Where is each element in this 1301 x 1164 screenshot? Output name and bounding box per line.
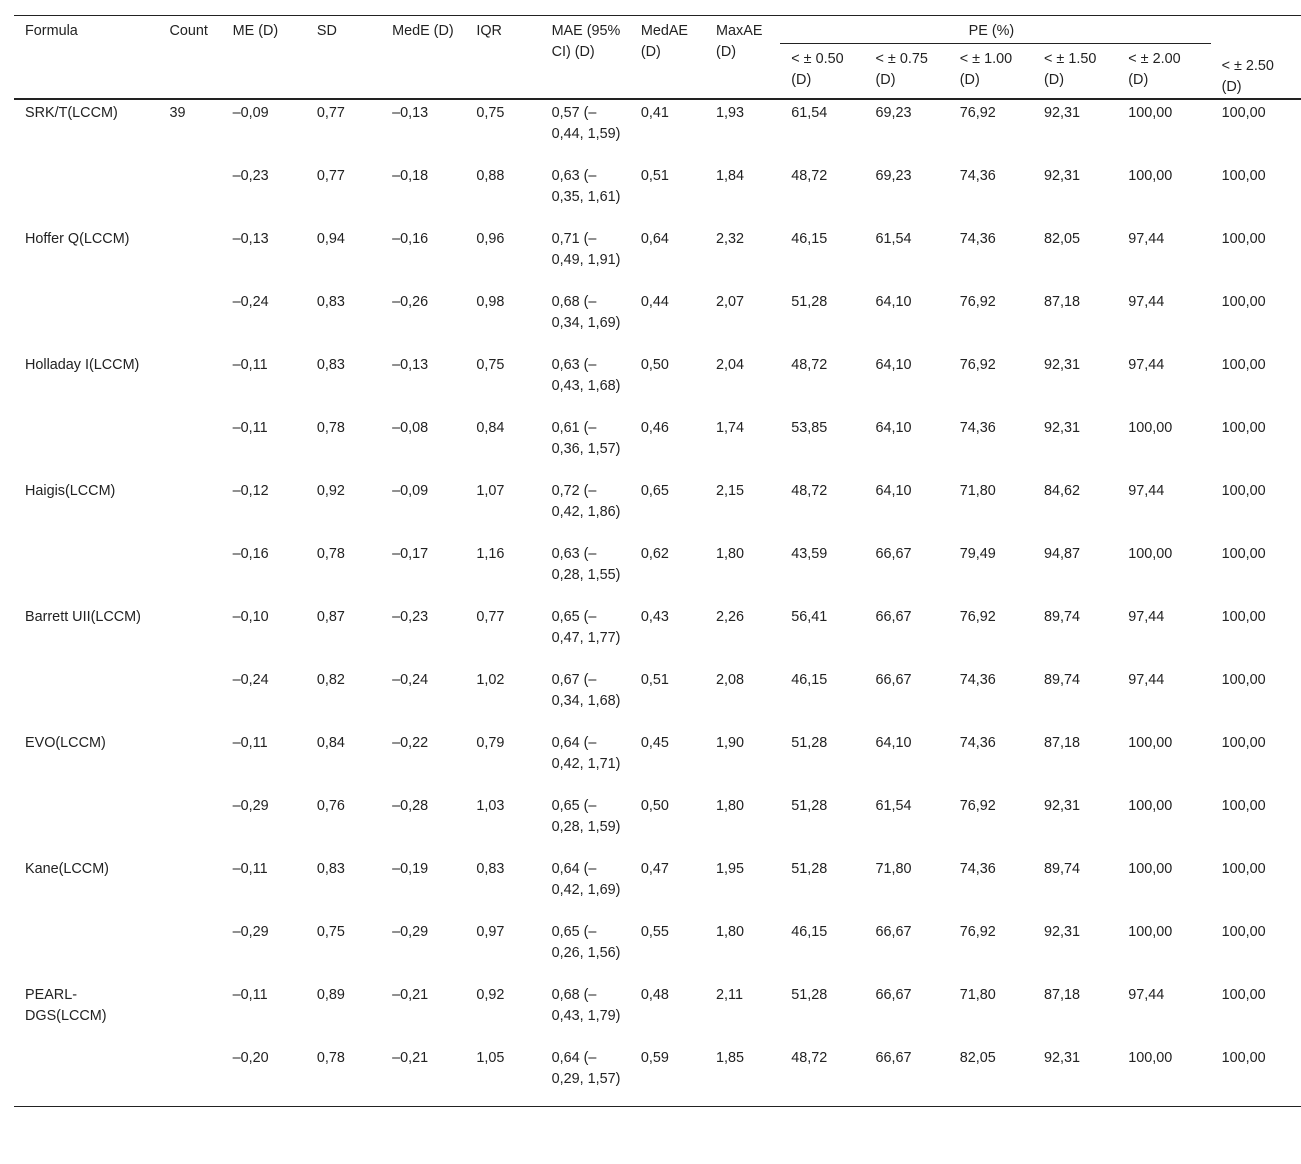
cell-medae: 0,59 bbox=[630, 1045, 705, 1107]
cell-pe-1: 66,67 bbox=[875, 672, 912, 688]
cell-pe-3: 87,18 bbox=[1044, 987, 1081, 1003]
cell-formula bbox=[14, 919, 158, 982]
cell-iqr: 0,83 bbox=[476, 861, 505, 877]
header-pe-group: PE (%) bbox=[780, 16, 1210, 44]
header-count: Count bbox=[158, 16, 221, 100]
table-row bbox=[14, 856, 1301, 919]
cell-pe-3: 89,74 bbox=[1044, 609, 1081, 625]
cell-iqr: 0,98 bbox=[476, 294, 505, 310]
cell-maxae: 2,32 bbox=[716, 231, 745, 247]
cell-pe-0: 48,72 bbox=[791, 168, 828, 184]
cell-maxae: 2,26 bbox=[716, 609, 745, 625]
table-row bbox=[14, 730, 1301, 793]
table-row bbox=[14, 163, 1301, 226]
cell-pe-5: 100,00 bbox=[1221, 735, 1266, 751]
cell-mede: –0,24 bbox=[392, 672, 429, 688]
cell-me: –0,24 bbox=[232, 294, 269, 310]
cell-sd: 0,78 bbox=[306, 1045, 381, 1107]
cell-maxae: 2,08 bbox=[716, 672, 745, 688]
cell-sd: 0,92 bbox=[316, 483, 345, 499]
cell-pe-1: 64,10 bbox=[875, 357, 912, 373]
cell-pe-3: 92,31 bbox=[1044, 420, 1081, 436]
cell-mae: 0,65 (–0,47, 1,77) bbox=[551, 609, 621, 646]
cell-me: –0,29 bbox=[232, 798, 269, 814]
cell-count bbox=[158, 919, 221, 982]
cell-formula bbox=[14, 163, 158, 226]
cell-pe-1: 69,23 bbox=[875, 168, 912, 184]
cell-pe-5: 100,00 bbox=[1221, 546, 1266, 562]
cell-pe-3: 87,18 bbox=[1044, 735, 1081, 751]
cell-mae: 0,64 (–0,29, 1,57) bbox=[541, 1045, 630, 1107]
header-pe-0-50: < ± 0.50 (D) bbox=[780, 43, 864, 99]
cell-pe-3: 89,74 bbox=[1044, 672, 1081, 688]
cell-sd: 0,84 bbox=[316, 735, 345, 751]
header-row-top bbox=[14, 16, 1301, 44]
table-row bbox=[14, 478, 1301, 541]
header-pe-2-00: < ± 2.00 (D) bbox=[1117, 43, 1210, 99]
cell-formula bbox=[14, 541, 158, 604]
cell-mede: –0,13 bbox=[392, 105, 429, 121]
cell-pe-0: 46,15 bbox=[791, 231, 828, 247]
cell-me: –0,11 bbox=[232, 861, 268, 877]
cell-pe-0: 53,85 bbox=[791, 420, 828, 436]
cell-mae: 0,65 (–0,28, 1,59) bbox=[551, 798, 621, 835]
cell-pe-4: 97,44 bbox=[1128, 294, 1165, 310]
table-row bbox=[14, 793, 1301, 856]
cell-medae: 0,44 bbox=[640, 294, 669, 310]
header-mede: MedE (D) bbox=[381, 16, 465, 100]
cell-me: –0,23 bbox=[232, 168, 269, 184]
cell-pe-3: 92,31 bbox=[1044, 924, 1081, 940]
cell-medae: 0,55 bbox=[640, 924, 669, 940]
header-pe-2-50: < ± 2.50 (D) bbox=[1211, 16, 1301, 100]
cell-formula bbox=[14, 289, 158, 352]
cell-mede: –0,13 bbox=[392, 357, 429, 373]
cell-iqr: 1,05 bbox=[465, 1045, 540, 1107]
cell-sd: 0,77 bbox=[316, 105, 345, 121]
table-row bbox=[14, 982, 1301, 1045]
cell-iqr: 0,75 bbox=[476, 357, 505, 373]
cell-mede: –0,21 bbox=[392, 987, 429, 1003]
cell-pe-4: 100,00 bbox=[1128, 735, 1173, 751]
cell-formula: EVO(LCCM) bbox=[25, 735, 106, 751]
cell-mede: –0,08 bbox=[392, 420, 429, 436]
cell-me: –0,11 bbox=[232, 357, 268, 373]
cell-count bbox=[158, 730, 221, 793]
cell-maxae: 2,04 bbox=[716, 357, 745, 373]
cell-pe-4: 97,44 bbox=[1128, 987, 1165, 1003]
cell-sd: 0,76 bbox=[316, 798, 345, 814]
cell-pe-3: 89,74 bbox=[1044, 861, 1081, 877]
cell-pe-0: 46,15 bbox=[791, 924, 828, 940]
cell-pe-3: 92,31 bbox=[1044, 798, 1081, 814]
cell-medae: 0,47 bbox=[640, 861, 669, 877]
header-iqr: IQR bbox=[465, 16, 540, 100]
cell-pe-2: 82,05 bbox=[949, 1045, 1033, 1107]
cell-count bbox=[158, 982, 221, 1045]
cell-iqr: 1,16 bbox=[476, 546, 505, 562]
cell-mede: –0,18 bbox=[392, 168, 429, 184]
cell-pe-2: 76,92 bbox=[959, 357, 996, 373]
cell-formula: Haigis(LCCM) bbox=[25, 483, 116, 499]
cell-pe-5: 100,00 bbox=[1221, 861, 1266, 877]
cell-pe-1: 66,67 bbox=[875, 546, 912, 562]
cell-count bbox=[158, 415, 221, 478]
cell-pe-2: 74,36 bbox=[959, 735, 996, 751]
cell-pe-2: 71,80 bbox=[959, 483, 996, 499]
cell-pe-4: 100,00 bbox=[1128, 105, 1173, 121]
cell-pe-2: 71,80 bbox=[959, 987, 996, 1003]
cell-iqr: 0,79 bbox=[476, 735, 505, 751]
table-row bbox=[14, 289, 1301, 352]
cell-mae: 0,63 (–0,28, 1,55) bbox=[551, 546, 621, 583]
cell-mae: 0,57 (–0,44, 1,59) bbox=[551, 105, 621, 142]
cell-count bbox=[158, 1045, 221, 1107]
cell-formula bbox=[14, 1045, 158, 1107]
cell-pe-0: 56,41 bbox=[791, 609, 828, 625]
cell-sd: 0,83 bbox=[316, 357, 345, 373]
cell-maxae: 2,15 bbox=[716, 483, 745, 499]
cell-count bbox=[158, 604, 221, 667]
cell-pe-5: 100,00 bbox=[1221, 231, 1266, 247]
cell-mae: 0,64 (–0,42, 1,71) bbox=[551, 735, 621, 772]
cell-me: –0,13 bbox=[232, 231, 269, 247]
cell-iqr: 0,84 bbox=[476, 420, 505, 436]
cell-mede: –0,16 bbox=[392, 231, 429, 247]
cell-sd: 0,83 bbox=[316, 861, 345, 877]
cell-pe-1: 64,10 bbox=[875, 483, 912, 499]
cell-pe-1: 66,67 bbox=[875, 609, 912, 625]
cell-pe-1: 66,67 bbox=[875, 924, 912, 940]
cell-mae: 0,63 (–0,35, 1,61) bbox=[551, 168, 621, 205]
cell-iqr: 1,03 bbox=[476, 798, 505, 814]
cell-mede: –0,17 bbox=[392, 546, 429, 562]
cell-pe-1: 64,10 bbox=[875, 294, 912, 310]
header-pe-1-00: < ± 1.00 (D) bbox=[949, 43, 1033, 99]
cell-maxae: 2,11 bbox=[716, 987, 743, 1003]
cell-sd: 0,78 bbox=[316, 546, 345, 562]
cell-pe-1: 61,54 bbox=[875, 798, 912, 814]
table-row bbox=[14, 541, 1301, 604]
cell-me: –0,09 bbox=[232, 105, 269, 121]
cell-sd: 0,75 bbox=[316, 924, 345, 940]
cell-mede: –0,21 bbox=[381, 1045, 465, 1107]
cell-pe-0: 51,28 bbox=[791, 798, 828, 814]
cell-pe-1: 61,54 bbox=[875, 231, 912, 247]
cell-pe-3: 92,31 bbox=[1044, 105, 1081, 121]
cell-pe-4: 100,00 bbox=[1128, 420, 1173, 436]
cell-pe-5: 100,00 bbox=[1221, 483, 1266, 499]
cell-pe-0: 51,28 bbox=[791, 294, 828, 310]
cell-medae: 0,50 bbox=[640, 357, 669, 373]
cell-pe-3: 92,31 bbox=[1033, 1045, 1117, 1107]
cell-pe-2: 76,92 bbox=[959, 105, 996, 121]
header-formula: Formula bbox=[14, 16, 158, 100]
cell-maxae: 1,84 bbox=[716, 168, 745, 184]
table-body bbox=[14, 99, 1301, 1107]
cell-pe-1: 64,10 bbox=[875, 420, 912, 436]
results-table-container bbox=[14, 15, 1301, 1107]
cell-pe-3: 84,62 bbox=[1044, 483, 1081, 499]
cell-pe-0: 51,28 bbox=[791, 861, 828, 877]
cell-me: –0,16 bbox=[232, 546, 269, 562]
cell-pe-4: 97,44 bbox=[1128, 231, 1165, 247]
cell-sd: 0,78 bbox=[316, 420, 345, 436]
cell-mae: 0,65 (–0,26, 1,56) bbox=[551, 924, 621, 961]
cell-pe-5: 100,00 bbox=[1221, 609, 1266, 625]
cell-pe-5: 100,00 bbox=[1221, 168, 1266, 184]
cell-pe-2: 76,92 bbox=[959, 798, 996, 814]
cell-pe-3: 92,31 bbox=[1044, 357, 1081, 373]
cell-maxae: 1,95 bbox=[716, 861, 745, 877]
cell-count: 39 bbox=[169, 105, 186, 121]
cell-iqr: 0,75 bbox=[476, 105, 505, 121]
cell-maxae: 1,93 bbox=[716, 105, 745, 121]
cell-pe-0: 48,72 bbox=[791, 357, 828, 373]
cell-pe-4: 100,00 bbox=[1128, 924, 1173, 940]
cell-pe-2: 76,92 bbox=[959, 294, 996, 310]
header-medae: MedAE (D) bbox=[630, 16, 705, 100]
cell-mae: 0,71 (–0,49, 1,91) bbox=[551, 231, 621, 268]
cell-pe-5: 100,00 bbox=[1221, 987, 1266, 1003]
cell-mede: –0,09 bbox=[392, 483, 429, 499]
cell-formula: PEARL-DGS(LCCM) bbox=[25, 987, 107, 1024]
cell-count bbox=[158, 289, 221, 352]
cell-mede: –0,19 bbox=[392, 861, 429, 877]
cell-pe-1: 69,23 bbox=[875, 105, 912, 121]
cell-pe-4: 100,00 bbox=[1117, 1045, 1210, 1107]
header-maxae: MaxAE (D) bbox=[705, 16, 780, 100]
cell-pe-1: 71,80 bbox=[875, 861, 912, 877]
cell-mae: 0,72 (–0,42, 1,86) bbox=[551, 483, 621, 520]
cell-medae: 0,41 bbox=[640, 105, 669, 121]
cell-count bbox=[158, 793, 221, 856]
cell-me: –0,12 bbox=[232, 483, 269, 499]
cell-sd: 0,83 bbox=[316, 294, 345, 310]
cell-pe-5: 100,00 bbox=[1221, 420, 1266, 436]
table-row bbox=[14, 352, 1301, 415]
cell-mede: –0,23 bbox=[392, 609, 429, 625]
cell-count bbox=[158, 352, 221, 415]
cell-pe-2: 76,92 bbox=[959, 924, 996, 940]
cell-pe-1: 66,67 bbox=[865, 1045, 949, 1107]
cell-medae: 0,51 bbox=[640, 168, 669, 184]
cell-medae: 0,46 bbox=[640, 420, 669, 436]
cell-mede: –0,28 bbox=[392, 798, 429, 814]
cell-medae: 0,65 bbox=[640, 483, 669, 499]
cell-pe-3: 94,87 bbox=[1044, 546, 1081, 562]
header-mae: MAE (95% CI) (D) bbox=[541, 16, 630, 100]
cell-maxae: 1,74 bbox=[716, 420, 745, 436]
cell-pe-5: 100,00 bbox=[1211, 1045, 1301, 1107]
cell-pe-4: 97,44 bbox=[1128, 483, 1165, 499]
cell-pe-3: 82,05 bbox=[1044, 231, 1081, 247]
cell-iqr: 1,02 bbox=[476, 672, 505, 688]
cell-pe-2: 74,36 bbox=[959, 420, 996, 436]
cell-mae: 0,63 (–0,43, 1,68) bbox=[551, 357, 621, 394]
cell-pe-5: 100,00 bbox=[1221, 294, 1266, 310]
cell-iqr: 0,97 bbox=[476, 924, 505, 940]
cell-pe-0: 61,54 bbox=[791, 105, 828, 121]
cell-me: –0,20 bbox=[222, 1045, 306, 1107]
cell-pe-0: 51,28 bbox=[791, 987, 828, 1003]
header-me: ME (D) bbox=[222, 16, 306, 100]
cell-mae: 0,61 (–0,36, 1,57) bbox=[551, 420, 621, 457]
cell-pe-2: 74,36 bbox=[959, 672, 996, 688]
table-row bbox=[14, 919, 1301, 982]
cell-formula: SRK/T(LCCM) bbox=[25, 105, 118, 121]
cell-count bbox=[158, 226, 221, 289]
cell-pe-4: 100,00 bbox=[1128, 546, 1173, 562]
cell-pe-0: 48,72 bbox=[791, 483, 828, 499]
cell-mede: –0,26 bbox=[392, 294, 429, 310]
cell-pe-4: 97,44 bbox=[1128, 357, 1165, 373]
cell-pe-4: 100,00 bbox=[1128, 861, 1173, 877]
cell-me: –0,29 bbox=[232, 924, 269, 940]
table-row bbox=[14, 604, 1301, 667]
cell-iqr: 0,88 bbox=[476, 168, 505, 184]
cell-pe-2: 76,92 bbox=[959, 609, 996, 625]
cell-me: –0,11 bbox=[232, 420, 268, 436]
cell-maxae: 1,80 bbox=[716, 546, 745, 562]
table-row bbox=[14, 226, 1301, 289]
cell-count bbox=[158, 478, 221, 541]
cell-pe-0: 48,72 bbox=[780, 1045, 864, 1107]
cell-medae: 0,62 bbox=[640, 546, 669, 562]
cell-maxae: 1,80 bbox=[716, 798, 745, 814]
cell-formula: Holladay I(LCCM) bbox=[25, 357, 140, 373]
cell-pe-3: 87,18 bbox=[1044, 294, 1081, 310]
cell-pe-1: 66,67 bbox=[875, 987, 912, 1003]
cell-formula: Barrett UII(LCCM) bbox=[25, 609, 141, 625]
cell-pe-4: 97,44 bbox=[1128, 609, 1165, 625]
cell-pe-0: 51,28 bbox=[791, 735, 828, 751]
cell-formula bbox=[14, 415, 158, 478]
cell-pe-4: 100,00 bbox=[1128, 798, 1173, 814]
cell-mae: 0,68 (–0,43, 1,79) bbox=[551, 987, 621, 1024]
cell-iqr: 0,92 bbox=[476, 987, 505, 1003]
cell-iqr: 0,77 bbox=[476, 609, 505, 625]
cell-pe-5: 100,00 bbox=[1221, 105, 1266, 121]
cell-mae: 0,68 (–0,34, 1,69) bbox=[551, 294, 621, 331]
cell-mede: –0,22 bbox=[392, 735, 429, 751]
cell-mede: –0,29 bbox=[392, 924, 429, 940]
cell-pe-2: 74,36 bbox=[959, 231, 996, 247]
header-pe-1-50: < ± 1.50 (D) bbox=[1033, 43, 1117, 99]
cell-iqr: 0,96 bbox=[476, 231, 505, 247]
cell-sd: 0,89 bbox=[316, 987, 345, 1003]
cell-pe-5: 100,00 bbox=[1221, 357, 1266, 373]
cell-pe-4: 100,00 bbox=[1128, 168, 1173, 184]
table-header bbox=[14, 16, 1301, 100]
cell-maxae: 1,80 bbox=[716, 924, 745, 940]
cell-pe-0: 46,15 bbox=[791, 672, 828, 688]
cell-me: –0,24 bbox=[232, 672, 269, 688]
cell-medae: 0,43 bbox=[640, 609, 669, 625]
cell-formula bbox=[14, 667, 158, 730]
table-row bbox=[14, 1045, 1301, 1107]
cell-maxae: 1,85 bbox=[705, 1045, 780, 1107]
cell-count bbox=[158, 541, 221, 604]
cell-pe-4: 97,44 bbox=[1128, 672, 1165, 688]
cell-pe-5: 100,00 bbox=[1221, 924, 1266, 940]
cell-maxae: 1,90 bbox=[716, 735, 745, 751]
cell-mae: 0,64 (–0,42, 1,69) bbox=[551, 861, 621, 898]
cell-pe-0: 43,59 bbox=[791, 546, 828, 562]
cell-medae: 0,48 bbox=[640, 987, 669, 1003]
cell-pe-5: 100,00 bbox=[1221, 672, 1266, 688]
cell-pe-5: 100,00 bbox=[1221, 798, 1266, 814]
cell-count bbox=[158, 856, 221, 919]
table-row bbox=[14, 667, 1301, 730]
cell-sd: 0,94 bbox=[316, 231, 345, 247]
cell-maxae: 2,07 bbox=[716, 294, 745, 310]
cell-medae: 0,45 bbox=[640, 735, 669, 751]
formula-results-table bbox=[14, 15, 1301, 1107]
cell-pe-2: 79,49 bbox=[959, 546, 996, 562]
cell-count bbox=[158, 163, 221, 226]
cell-medae: 0,64 bbox=[640, 231, 669, 247]
table-row bbox=[14, 99, 1301, 163]
cell-count bbox=[158, 667, 221, 730]
cell-medae: 0,50 bbox=[640, 798, 669, 814]
cell-sd: 0,77 bbox=[316, 168, 345, 184]
header-pe-0-75: < ± 0.75 (D) bbox=[865, 43, 949, 99]
cell-medae: 0,51 bbox=[640, 672, 669, 688]
cell-pe-2: 74,36 bbox=[959, 168, 996, 184]
cell-mae: 0,67 (–0,34, 1,68) bbox=[551, 672, 621, 709]
cell-me: –0,10 bbox=[232, 609, 269, 625]
cell-sd: 0,87 bbox=[316, 609, 345, 625]
cell-pe-1: 64,10 bbox=[875, 735, 912, 751]
table-row bbox=[14, 415, 1301, 478]
cell-formula bbox=[14, 793, 158, 856]
cell-pe-2: 74,36 bbox=[959, 861, 996, 877]
cell-iqr: 1,07 bbox=[476, 483, 505, 499]
cell-me: –0,11 bbox=[232, 987, 268, 1003]
cell-me: –0,11 bbox=[232, 735, 268, 751]
cell-formula: Hoffer Q(LCCM) bbox=[25, 231, 130, 247]
cell-sd: 0,82 bbox=[316, 672, 345, 688]
header-sd: SD bbox=[306, 16, 381, 100]
cell-pe-3: 92,31 bbox=[1044, 168, 1081, 184]
cell-formula: Kane(LCCM) bbox=[25, 861, 109, 877]
